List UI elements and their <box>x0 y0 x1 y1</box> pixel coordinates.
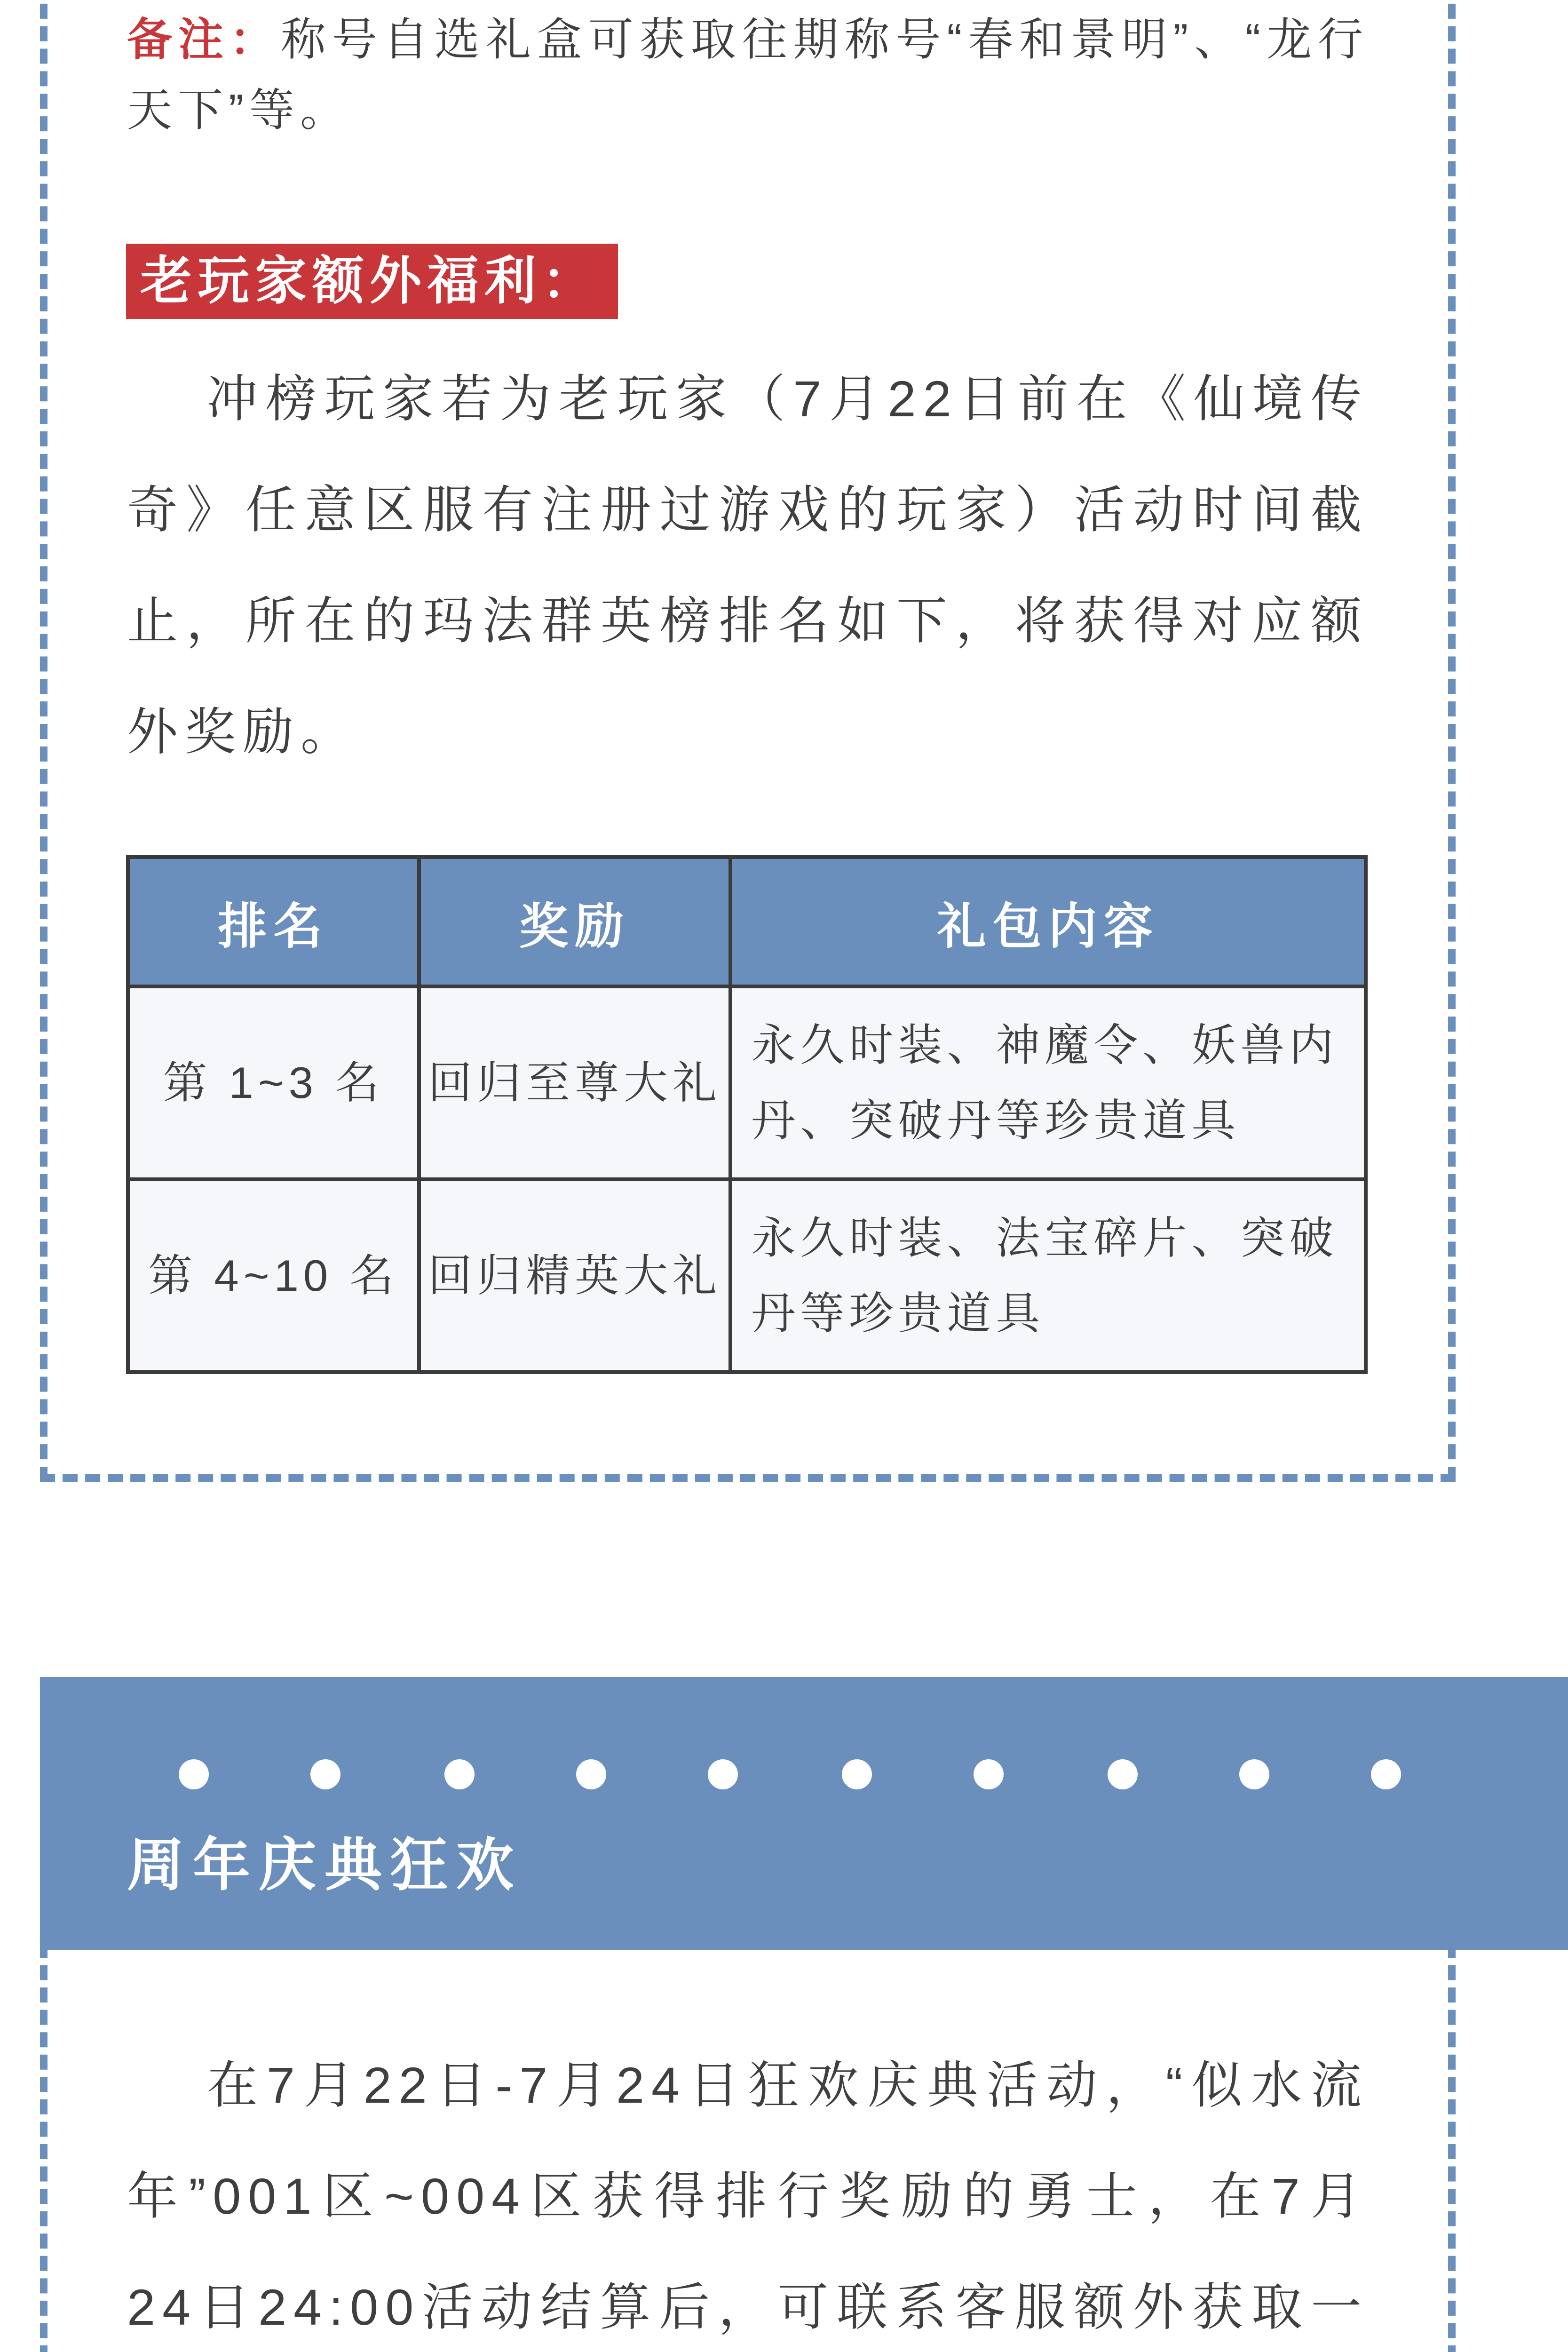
decorative-dot <box>310 1759 341 1789</box>
decorative-dot <box>842 1759 872 1789</box>
veteran-paragraph: 冲榜玩家若为老玩家（7月22日前在《仙境传奇》任意区服有注册过游戏的玩家）活动时间截止，所在的玛法群英榜排名如下，将获得对应额外奖励。 <box>127 370 1369 760</box>
note-label: 备注： <box>127 15 281 65</box>
decorative-dot <box>179 1759 209 1789</box>
rank-cell: 第 1~3 名 <box>128 986 419 1179</box>
decorative-dot <box>1371 1759 1401 1789</box>
decorative-dot <box>444 1759 475 1789</box>
decorative-dot <box>708 1759 738 1789</box>
note-text: 称号自选礼盒可获取往期称号“春和景明”、“龙行天下”等。 <box>127 15 1369 135</box>
rewards-table <box>126 855 1368 1374</box>
header-reward: 奖励 <box>419 857 731 986</box>
rank-cell: 第 4~10 名 <box>128 1179 419 1372</box>
veteran-bonus-tag: 老玩家额外福利： <box>126 244 618 319</box>
reward-cell: 回归至尊大礼 <box>419 986 731 1179</box>
decorative-dot <box>1239 1759 1269 1789</box>
header-content: 礼包内容 <box>730 857 1366 986</box>
table-row <box>128 986 1366 1179</box>
decorative-dot <box>974 1759 1004 1789</box>
table-header-row <box>128 857 1366 986</box>
decorative-dot <box>1108 1759 1138 1789</box>
table-row <box>128 1179 1366 1372</box>
content-cell: 永久时装、法宝碎片、突破丹等珍贵道具 <box>730 1179 1366 1372</box>
header-rank: 排名 <box>128 857 419 986</box>
section-banner <box>40 1677 1568 1950</box>
celebration-paragraph-1: 在7月22日-7月24日狂欢庆典活动，“似水流年”001区~004区获得排行奖励的勇士，在7月24日24:00活动结算后，可联系客服额外获取一 <box>127 2057 1369 2336</box>
section-title: 周年庆典狂欢 <box>127 1833 522 1897</box>
reward-cell: 回归精英大礼 <box>419 1179 731 1372</box>
content-cell: 永久时装、神魔令、妖兽内丹、突破丹等珍贵道具 <box>730 986 1366 1179</box>
decorative-dot <box>576 1759 606 1789</box>
note-paragraph <box>127 5 1369 146</box>
